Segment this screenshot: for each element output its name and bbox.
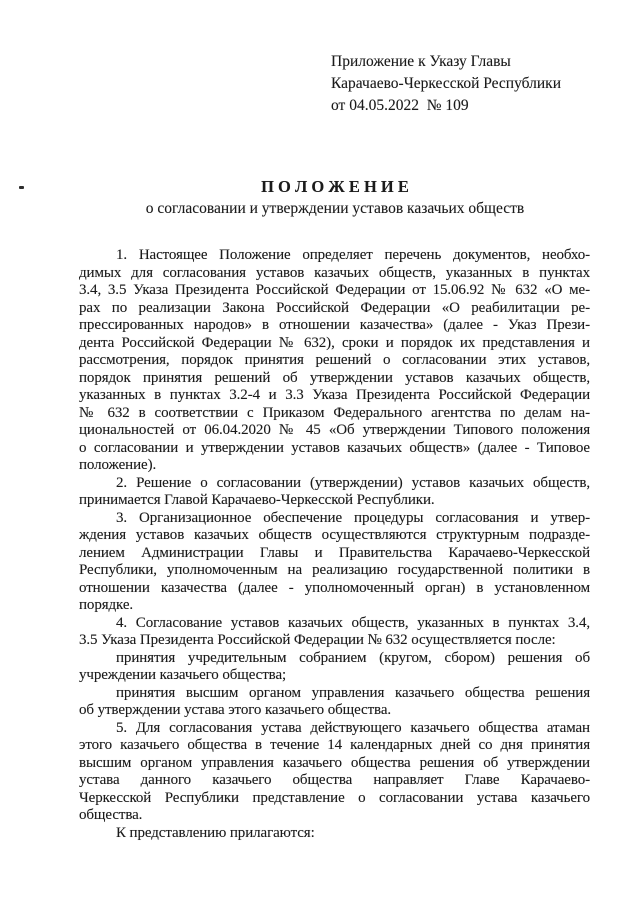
annex-reference-line-3: от 04.05.2022 № 109 [331,96,469,114]
text-line: рассмотрения, порядок принятия решений о согласовании этих уставов, [79,352,590,368]
text-line: отношении казачества (далее - уполномоченный орган) в установленном [79,579,590,596]
text-line: порядок принятия решений об утверждении уставов казачьих обществ, [79,369,590,386]
text-line: циональностей от 06.04.2020 № 45 «Об утверждении Типового положения [79,422,590,438]
text-line: К представлению прилагаются: [116,824,315,841]
annex-reference-line-2: Карачаево-Черкесской Республики [331,74,561,92]
text-line: 5. Для согласования устава действующего казачьего общества атаман [116,719,590,736]
text-line: порядке. [79,597,134,613]
text-line: принятия высшим органом управления казачьего общества решения [116,684,590,701]
paragraph-3 [79,510,590,615]
annex-reference-line-1: Приложение к Указу Главы [331,53,511,70]
text-line: 2. Решение о согласовании (утверждении) уставов казачьих обществ, [116,474,590,491]
text-line: принимается Главой Карачаево-Черкесской Республики. [79,492,435,508]
text-line: прессированных народов» в отношении казачества» (далее - Указ Прези- [79,317,590,333]
document-body [79,247,590,842]
paragraph-8 [79,825,590,843]
text-line: принятия учредительным собранием (кругом, сбором) решения об [116,649,590,666]
text-line: положение). [79,457,157,473]
text-line: указанных в пунктах 3.2-4 и 3.3 Указа Президента Российской Федерации [79,387,590,403]
text-line: об утверждении устава этого казачьего общества. [79,702,392,718]
text-line: дента Российской Федерации № 632), сроки и порядок их представления и [79,334,590,351]
text-line: учреждении казачьего общества; [79,667,287,683]
scan-artifact-speck [19,186,24,189]
paragraph-6 [79,685,590,720]
paragraph-1 [79,247,590,475]
paragraph-2 [79,475,590,510]
paragraph-7 [79,720,590,825]
text-line: 3.4, 3.5 Указа Президента Российской Федерации от 15.06.92 № 632 «О ме- [79,282,590,298]
text-line: Черкесской Республики представление о согласовании устава казачьего [79,789,590,806]
text-line: Республики, уполномоченным на реализацию государственной политики в [79,562,590,578]
paragraph-5 [79,650,590,685]
text-line: общества. [79,807,143,823]
document-title: П О Л О Ж Е Н И Е [261,177,409,196]
text-line: устава данного казачьего общества направляет Главе Карачаево- [79,772,590,788]
document-subtitle: о согласовании и утверждении уставов казачьих обществ [145,200,525,217]
text-line: ждения уставов казачьих обществ осуществляются структурным подразде- [79,527,590,543]
text-line: высшим органом управления казачьего общества решения об утверждении [79,754,590,771]
text-line: этого казачьего общества в течение 14 календарных дней со дня принятия [79,737,590,753]
annex-reference-block [331,51,561,116]
text-line: 4. Согласование уставов казачьих обществ, указанных в пунктах 3.4, [116,614,590,631]
text-line: 1. Настоящее Положение определяет перечень документов, необхо- [116,247,590,263]
text-line: о согласовании и утверждении уставов казачьих обществ» (далее - Типовое [79,439,590,456]
text-line: 3.5 Указа Президента Российской Федерации № 632 осуществляется после: [79,632,556,648]
text-line: рах по реализации Закона Российской Федерации «О реабилитации ре- [79,299,590,316]
paragraph-4 [79,615,590,650]
text-line: лением Администрации Главы и Правительства Карачаево-Черкесской [79,544,590,561]
text-line: 3. Организационное обеспечение процедуры согласования и утвер- [116,509,590,526]
text-line: № 632 в соответствии с Приказом Федерального агентства по делам на- [79,404,590,421]
text-line: димых для согласования уставов казачьих обществ, указанных в пунктах [79,264,590,281]
